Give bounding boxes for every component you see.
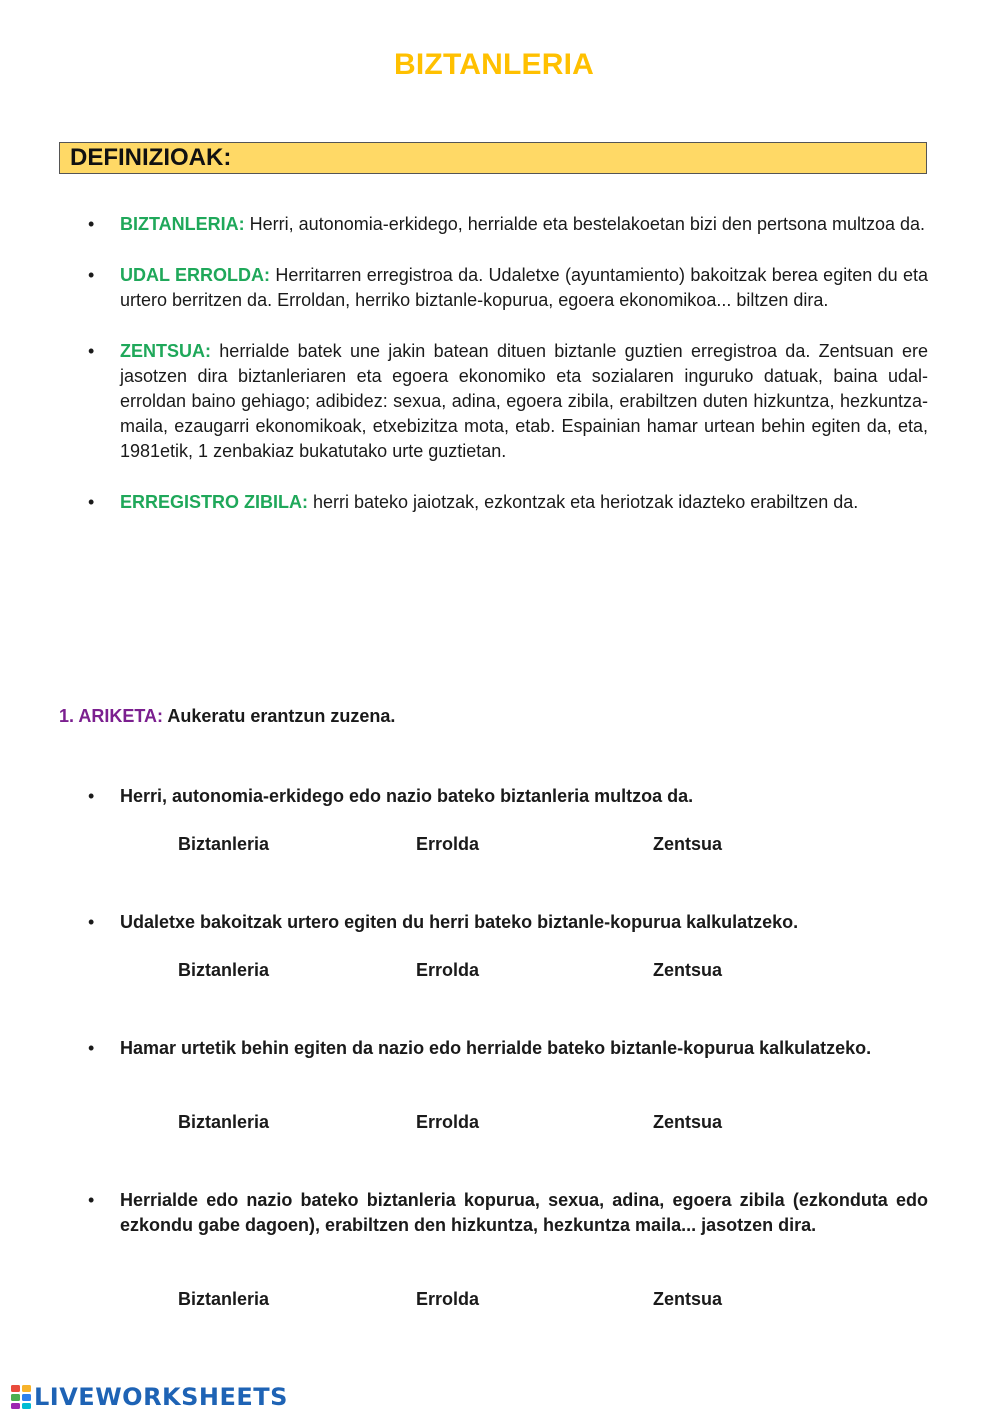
exercise-heading <box>59 706 395 727</box>
option-zentsua[interactable]: Zentsua <box>653 834 723 854</box>
exercise-instruction: Aukeratu erantzun zuzena. <box>163 706 396 726</box>
bullet-icon: • <box>88 1190 95 1210</box>
option-biztanleria[interactable]: Biztanleria <box>178 834 270 854</box>
bullet-icon: • <box>88 265 95 285</box>
question-text: Herrialde edo nazio bateko biztanleria kopurua, sexua, adina, egoera zibila (ezkonduta edo ezkondu gabe dagoen), erabiltzen den hizkuntza, hezkuntza maila... jasotzen dira. <box>120 1190 928 1235</box>
liveworksheets-logo-icon <box>10 1384 32 1410</box>
question-item <box>84 784 928 809</box>
page-title: BIZTANLERIA <box>394 48 594 81</box>
definition-item <box>84 490 928 515</box>
definition-term: BIZTANLERIA: <box>120 214 245 234</box>
definition-text: Herritarren erregistroa da. Udaletxe (ayuntamiento) bakoitzak berea egiten du eta urtero berritzen da. Erroldan, herriko biztanle-kopurua, egoera ekonomikoa... biltzen dira. <box>120 265 928 310</box>
bullet-icon: • <box>88 786 95 806</box>
bullet-icon: • <box>88 214 95 234</box>
bullet-icon: • <box>88 912 95 932</box>
option-biztanleria[interactable]: Biztanleria <box>178 1289 270 1309</box>
definition-text: Herri, autonomia-erkidego, herrialde eta bestelakoetan bizi den pertsona multzoa da. <box>244 214 926 234</box>
option-zentsua[interactable]: Zentsua <box>653 1289 723 1309</box>
question-text: Herri, autonomia-erkidego edo nazio bateko biztanleria multzoa da. <box>120 786 694 806</box>
option-zentsua[interactable]: Zentsua <box>653 960 723 980</box>
definition-term: ZENTSUA: <box>120 341 211 361</box>
option-biztanleria[interactable]: Biztanleria <box>178 1112 270 1132</box>
option-errolda[interactable]: Errolda <box>416 834 480 854</box>
logo-text: LIVEWORKSHEETS <box>34 1383 288 1411</box>
question-text: Udaletxe bakoitzak urtero egiten du herri bateko biztanle-kopurua kalkulatzeko. <box>120 912 799 932</box>
definition-item <box>84 212 928 237</box>
question-text: Hamar urtetik behin egiten da nazio edo herrialde bateko biztanle-kopurua kalkulatzeko. <box>120 1038 872 1058</box>
bullet-icon: • <box>88 341 95 361</box>
definition-item <box>84 339 928 464</box>
option-errolda[interactable]: Errolda <box>416 1112 480 1132</box>
option-errolda[interactable]: Errolda <box>416 960 480 980</box>
liveworksheets-logo[interactable] <box>10 1380 288 1414</box>
bullet-icon: • <box>88 1038 95 1058</box>
definitions-list <box>84 212 928 541</box>
option-errolda[interactable]: Errolda <box>416 1289 480 1309</box>
option-biztanleria[interactable]: Biztanleria <box>178 960 270 980</box>
definition-text: herrialde batek une jakin batean dituen biztanle guztien erregistroa da. Zentsuan ere jasotzen dira biztanleriaren eta egoera ekonomiko eta sozialaren inguruko datuak, baina udal-erroldan baino gehiago; adibidez: sexua, adina, egoera zibila, erabiltzen duten hizkuntza, hezkuntza-maila, ezaugarri ekonomikoak, etxebizitza mota, etab. Espainian hamar urtean behin egiten da, eta, 1981etik, 1 zenbakiaz bukatutako urte guztietan. <box>120 341 928 461</box>
definition-term: UDAL ERROLDA: <box>120 265 271 285</box>
question-item <box>84 910 928 935</box>
option-zentsua[interactable]: Zentsua <box>653 1112 723 1132</box>
section-heading-definitions: DEFINIZIOAK: <box>59 142 927 174</box>
definition-item <box>84 263 928 313</box>
question-item <box>84 1188 928 1238</box>
question-item <box>84 1036 928 1061</box>
bullet-icon: • <box>88 492 95 512</box>
exercise-number: 1. ARIKETA: <box>59 706 164 726</box>
definition-text: herri bateko jaiotzak, ezkontzak eta heriotzak idazteko erabiltzen da. <box>308 492 859 512</box>
definition-term: ERREGISTRO ZIBILA: <box>120 492 308 512</box>
